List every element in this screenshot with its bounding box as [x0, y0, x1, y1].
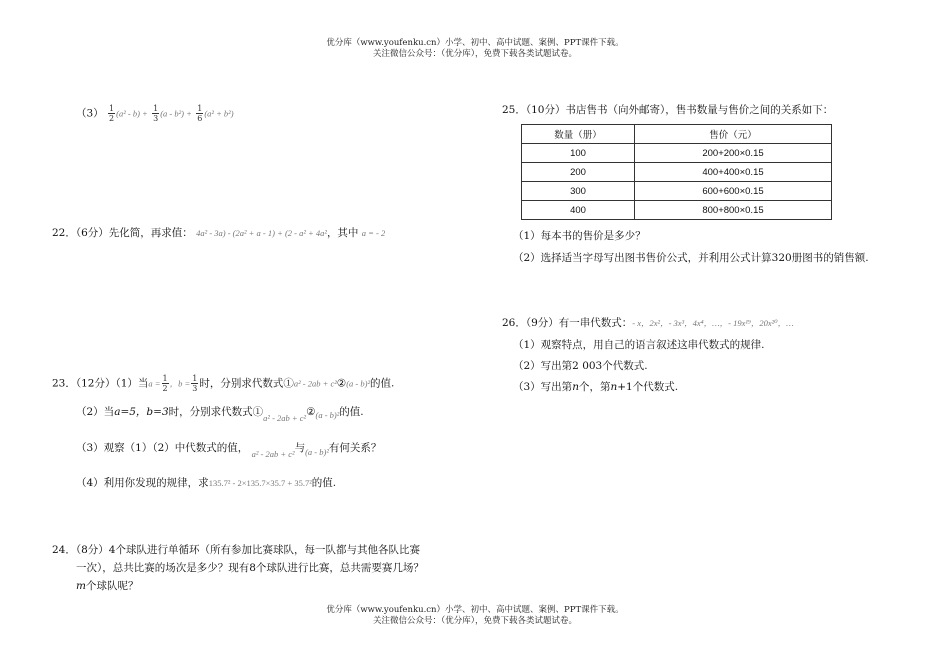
footer-line-1: 优分库（www.youfenku.cn）小学、初中、高中试题、案例、PPT课件下载。: [326, 605, 624, 615]
col-price-header: 售价（元）: [635, 125, 832, 144]
question-22: [52, 226, 385, 240]
price-cell: 200+200×0.15: [635, 144, 832, 163]
table-row: [522, 201, 832, 220]
q23-line2-d: 的值.: [339, 406, 364, 418]
q22-expression: 4a² - 3a) - (2a² + a - 1) + (2 - a² + 4a²: [196, 228, 327, 238]
q23-circled-2: ②: [336, 377, 347, 390]
q24-line3-text: 个球队呢？: [85, 580, 139, 592]
q26-title-text: 26．（9分）有一串代数式：: [502, 317, 633, 329]
q23-line2-a: （2）当: [76, 406, 115, 418]
q22-text: 22．（6分）先化简，再求值：: [52, 227, 193, 239]
q23-line4-b: 的值.: [311, 477, 337, 489]
q23-line3-c: 有何关系？: [328, 442, 382, 454]
qty-cell: 300: [522, 182, 635, 201]
q23-expr2: (a - b)²: [346, 378, 370, 389]
page-footer: [0, 605, 950, 627]
q22-condition: a = - 2: [361, 228, 386, 238]
question-23-line4: [76, 476, 336, 490]
q26-sub2: （2）写出第2 003个代数式.: [513, 360, 648, 372]
table-row: [522, 163, 832, 182]
q23-line4-expr: 135.7² - 2×135.7×35.7 + 35.7²: [208, 478, 312, 488]
question-24-line2: 一次），总共比赛的场次是多少？现有8个球队进行比赛，总共需要赛几场？: [76, 562, 424, 574]
q23-line2-c: 时，分别求代数式①: [168, 406, 264, 418]
q21-term3: (a² + b²): [204, 108, 234, 119]
q21-term2: (a - b²) +: [160, 108, 192, 119]
qty-cell: 200: [522, 163, 635, 182]
table-row: [522, 182, 832, 201]
q23-b-symbol: ，b =: [169, 378, 191, 389]
q23-b-fraction: $\frac{1}{3}$: [192, 374, 198, 393]
q23-line3-expr2: (a - b)²: [305, 447, 329, 457]
question-25-title: 25．（10分）书店售书（向外邮寄），售书数量与售价之间的关系如下：: [502, 104, 834, 116]
q26-series: - x，2x²，- 3x³，4x⁴，…，- 19x¹⁹，20x²⁰，…: [632, 318, 794, 328]
q26-sub3: [513, 380, 678, 394]
fraction-third: $\frac{1}{3}$: [153, 104, 159, 123]
q26-var-n1: n: [572, 381, 579, 393]
q23-line3-a: （3）观察（1）（2）中代数式的值，: [76, 442, 249, 454]
qty-cell: 100: [522, 144, 635, 163]
question-24-line3: [76, 579, 138, 593]
q25-sub2: （2）选择适当字母写出图书售价公式，并利用公式计算320册图书的销售额.: [513, 252, 869, 264]
q23-line1-b: 时，分别求代数式①: [199, 377, 294, 390]
q23-line1-a: 23．（12分）（1）当: [52, 377, 149, 390]
q25-sub1: （1）每本书的售价是多少？: [513, 230, 646, 242]
q26-sub1: （1）观察特点，用自己的语言叙述这串代数式的规律.: [513, 339, 765, 351]
q21-part3: [76, 104, 234, 123]
q23-line1-c: 的值.: [370, 377, 395, 390]
table-header-row: [522, 125, 832, 144]
table-row: [522, 144, 832, 163]
question-23-line2: [76, 405, 364, 423]
q23-line3-b: 与: [294, 442, 306, 454]
q23-a-symbol: a =: [148, 378, 161, 389]
q21-part3-label: （3）: [76, 107, 104, 120]
fraction-half: $\frac{1}{2}$: [109, 104, 115, 123]
header-line-1: 优分库（www.youfenku.cn）小学、初中、高中试题、案例、PPT课件下载。: [326, 38, 624, 48]
q23-a-fraction: $\frac{1}{2}$: [162, 374, 168, 393]
col-quantity-header: 数量（册）: [522, 125, 635, 144]
price-cell: 600+600×0.15: [635, 182, 832, 201]
q23-expr1: a² - 2ab + c²: [293, 378, 337, 389]
q23-line2-values: a=5，b=3: [114, 406, 169, 418]
qty-cell: 400: [522, 201, 635, 220]
price-cell: 800+800×0.15: [635, 201, 832, 220]
question-23-line3: [76, 441, 382, 459]
question-23-line1: [52, 374, 394, 393]
header-line-2: 关注微信公众号：（优分库），免费下载各类试题试卷。: [372, 49, 577, 59]
q23-line2-expr2: (a - b)²: [315, 410, 340, 420]
q23-line3-expr1: a² - 2ab + c²: [251, 449, 295, 459]
q26-var-n2: n: [610, 381, 618, 393]
footer-line-2: 关注微信公众号：（优分库），免费下载各类试题试卷。: [372, 616, 577, 626]
page-header: [0, 38, 950, 60]
q24-var-m: m: [76, 580, 86, 592]
price-cell: 400+400×0.15: [635, 163, 832, 182]
q22-mid: ，其中: [326, 227, 359, 239]
q26-sub3-b: 个，第: [578, 381, 611, 393]
question-24-line1: 24．（8分）4个球队进行单循环（所有参加比赛球队，每一队都与其他各队比赛: [52, 544, 420, 556]
q23-line2-circled-2: ②: [306, 406, 316, 418]
question-26-title: [502, 316, 794, 330]
q23-line2-expr1: a² - 2ab + c²: [263, 413, 307, 423]
q26-sub3-a: （3）写出第: [513, 381, 573, 393]
fraction-sixth: $\frac{1}{6}$: [197, 104, 203, 123]
q21-term1: (a² - b) +: [116, 108, 148, 119]
q23-line4-a: （4）利用你发现的规律，求: [76, 477, 209, 489]
q26-sub3-c: +1个代数式.: [617, 381, 679, 393]
price-table: [521, 124, 832, 220]
